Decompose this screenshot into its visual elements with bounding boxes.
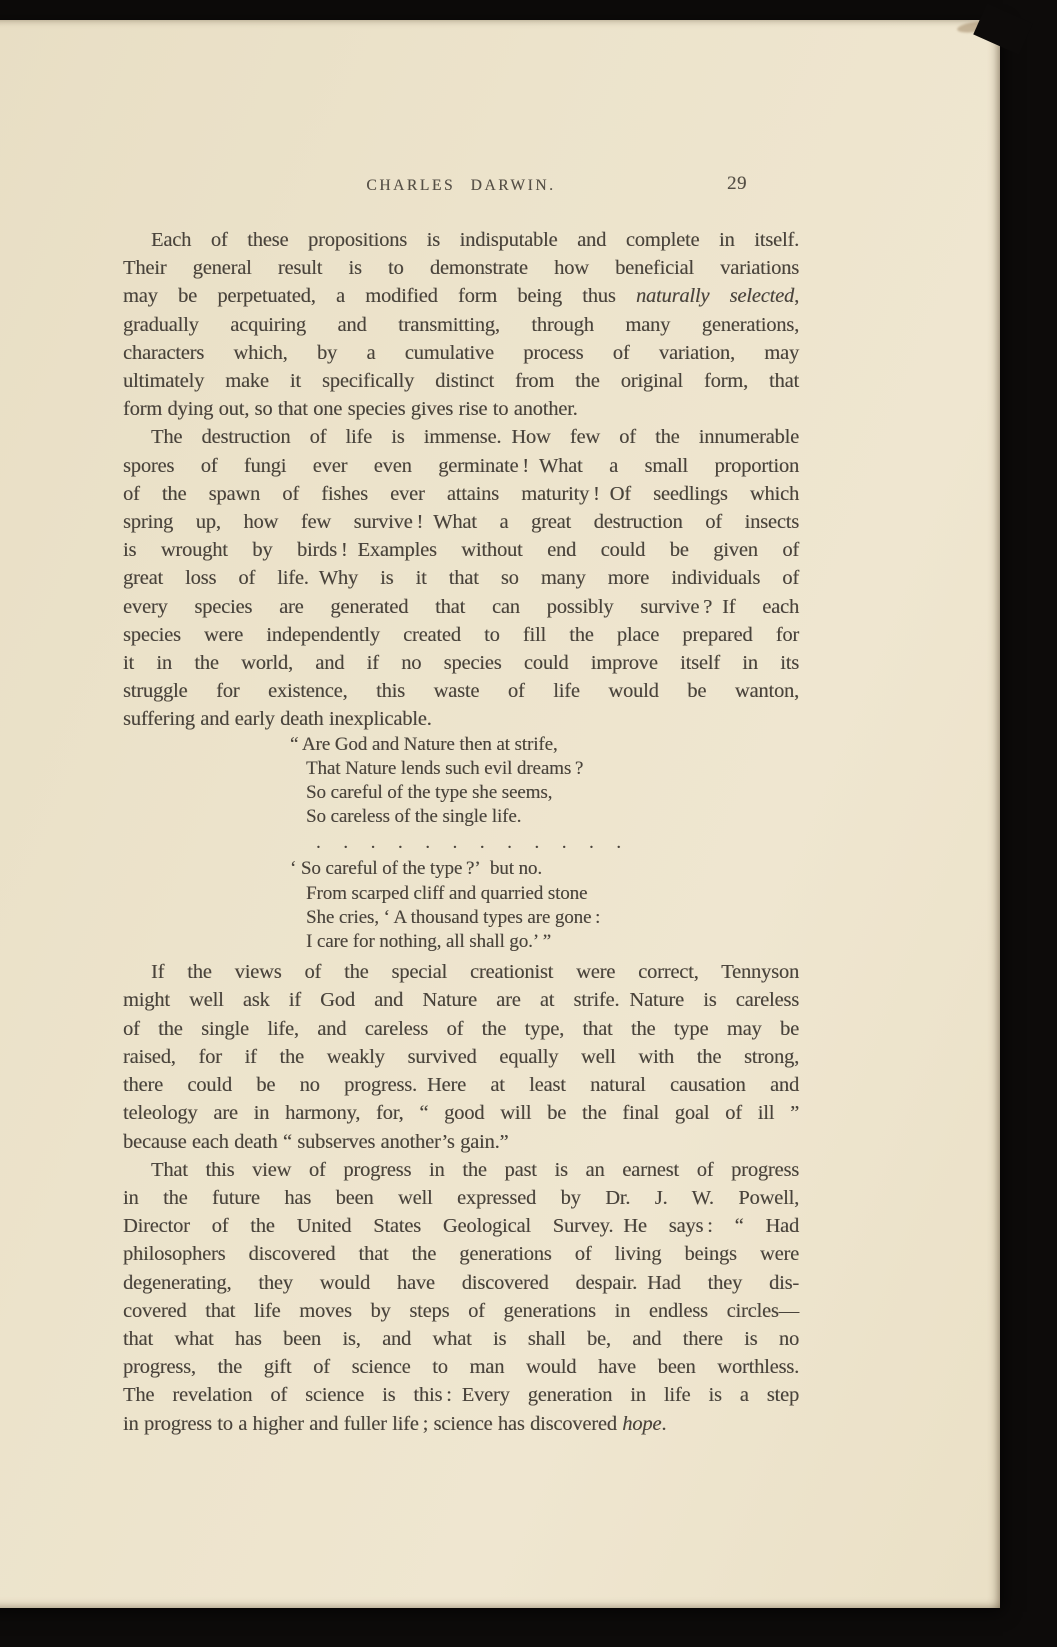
text-line: From scarped cliff and quarried stone [306, 882, 588, 904]
page-number: 29 [727, 173, 747, 194]
text-line: raised, for if the weakly survived equally well with the strong, [123, 1045, 799, 1068]
poem-ellipsis-separator: . . . . . . . . . . . . [316, 832, 621, 854]
text-line: may be perpetuated, a modified form being thus naturally selected, [123, 285, 799, 308]
running-head-title: CHARLES DARWIN. [366, 177, 556, 194]
text-line: So careful of the type she seems, [306, 782, 553, 804]
text-line: struggle for existence, this waste of life would be wanton, [123, 680, 799, 703]
page-content [123, 150, 799, 1438]
text-line: of the single life, and careless of the type, that the type may be [123, 1017, 799, 1040]
text-line: Their general result is to demonstrate how beneficial variations [123, 257, 799, 280]
paragraph-2 [123, 423, 799, 733]
text-line: form dying out, so that one species gives rise to another. [123, 398, 578, 421]
text-line: teleology are in harmony, for, “ good will be the final goal of ill ” [123, 1102, 799, 1125]
text-line: The revelation of science is this : Every generation in life is a step [123, 1384, 799, 1407]
text-line: That this view of progress in the past is an earnest of progress [151, 1158, 799, 1181]
text-line: of the spawn of fishes ever attains maturity ! Of seedlings which [123, 482, 799, 505]
text-line: degenerating, they would have discovered despair. Had they dis- [123, 1271, 799, 1294]
text-line: Each of these propositions is indisputable and complete in itself. [151, 229, 799, 251]
text-line: it in the world, and if no species could improve itself in its [123, 652, 799, 675]
text-line: philosophers discovered that the generations of living beings were [123, 1243, 799, 1266]
text-line: gradually acquiring and transmitting, through many generations, [123, 313, 799, 336]
text-line: The destruction of life is immense. How few of the innumerable [151, 426, 799, 449]
text-line: is wrought by birds ! Examples without end could be given of [123, 539, 799, 562]
paragraph-4 [123, 1156, 799, 1438]
poem-stanza-2 [290, 857, 799, 954]
poem-quotation [290, 733, 799, 955]
text-line: every species are generated that can possibly survive ? If each [123, 595, 799, 618]
paragraph-1 [123, 226, 799, 423]
text-line: spring up, how few survive ! What a great destruction of insects [123, 511, 799, 534]
text-line: ‘ So careful of the type ?’ but no. [290, 858, 542, 880]
text-line: in progress to a higher and fuller life ; science has discovered hope. [123, 1412, 667, 1435]
text-line: species were independently created to fill the place prepared for [123, 623, 799, 646]
text-line: characters which, by a cumulative process of variation, may [123, 341, 799, 364]
text-line: that what has been is, and what is shall be, and there is no [123, 1327, 799, 1350]
paragraph-3 [123, 958, 799, 1155]
text-line: because each death “ subserves another’s gain.” [123, 1130, 509, 1153]
text-line: I care for nothing, all shall go.’ ” [306, 931, 552, 953]
text-line: great loss of life. Why is it that so many more individuals of [123, 567, 799, 590]
running-head [123, 170, 799, 192]
text-line: might well ask if God and Nature are at strife. Nature is careless [123, 989, 799, 1012]
text-line: spores of fungi ever even germinate ! What a small proportion [123, 454, 799, 477]
text-line: ultimately make it specifically distinct from the original form, that [123, 370, 799, 393]
poem-stanza-1 [290, 733, 799, 830]
text-line: there could be no progress. Here at least natural causation and [123, 1074, 799, 1097]
text-line: “ Are God and Nature then at strife, [290, 733, 558, 755]
text-line: progress, the gift of science to man would have been worthless. [123, 1356, 799, 1379]
text-line: covered that life moves by steps of generations in endless circles— [123, 1299, 799, 1322]
text-line: in the future has been well expressed by Dr. J. W. Powell, [123, 1186, 799, 1209]
text-line: She cries, ‘ A thousand types are gone : [306, 906, 601, 928]
text-line: If the views of the special creationist were correct, Tennyson [151, 961, 799, 984]
text-line: Director of the United States Geological Survey. He says : “ Had [123, 1215, 799, 1238]
text-line: suffering and early death inexplicable. [123, 708, 432, 731]
text-line: So careless of the single life. [306, 806, 522, 828]
text-line: That Nature lends such evil dreams ? [306, 757, 584, 779]
